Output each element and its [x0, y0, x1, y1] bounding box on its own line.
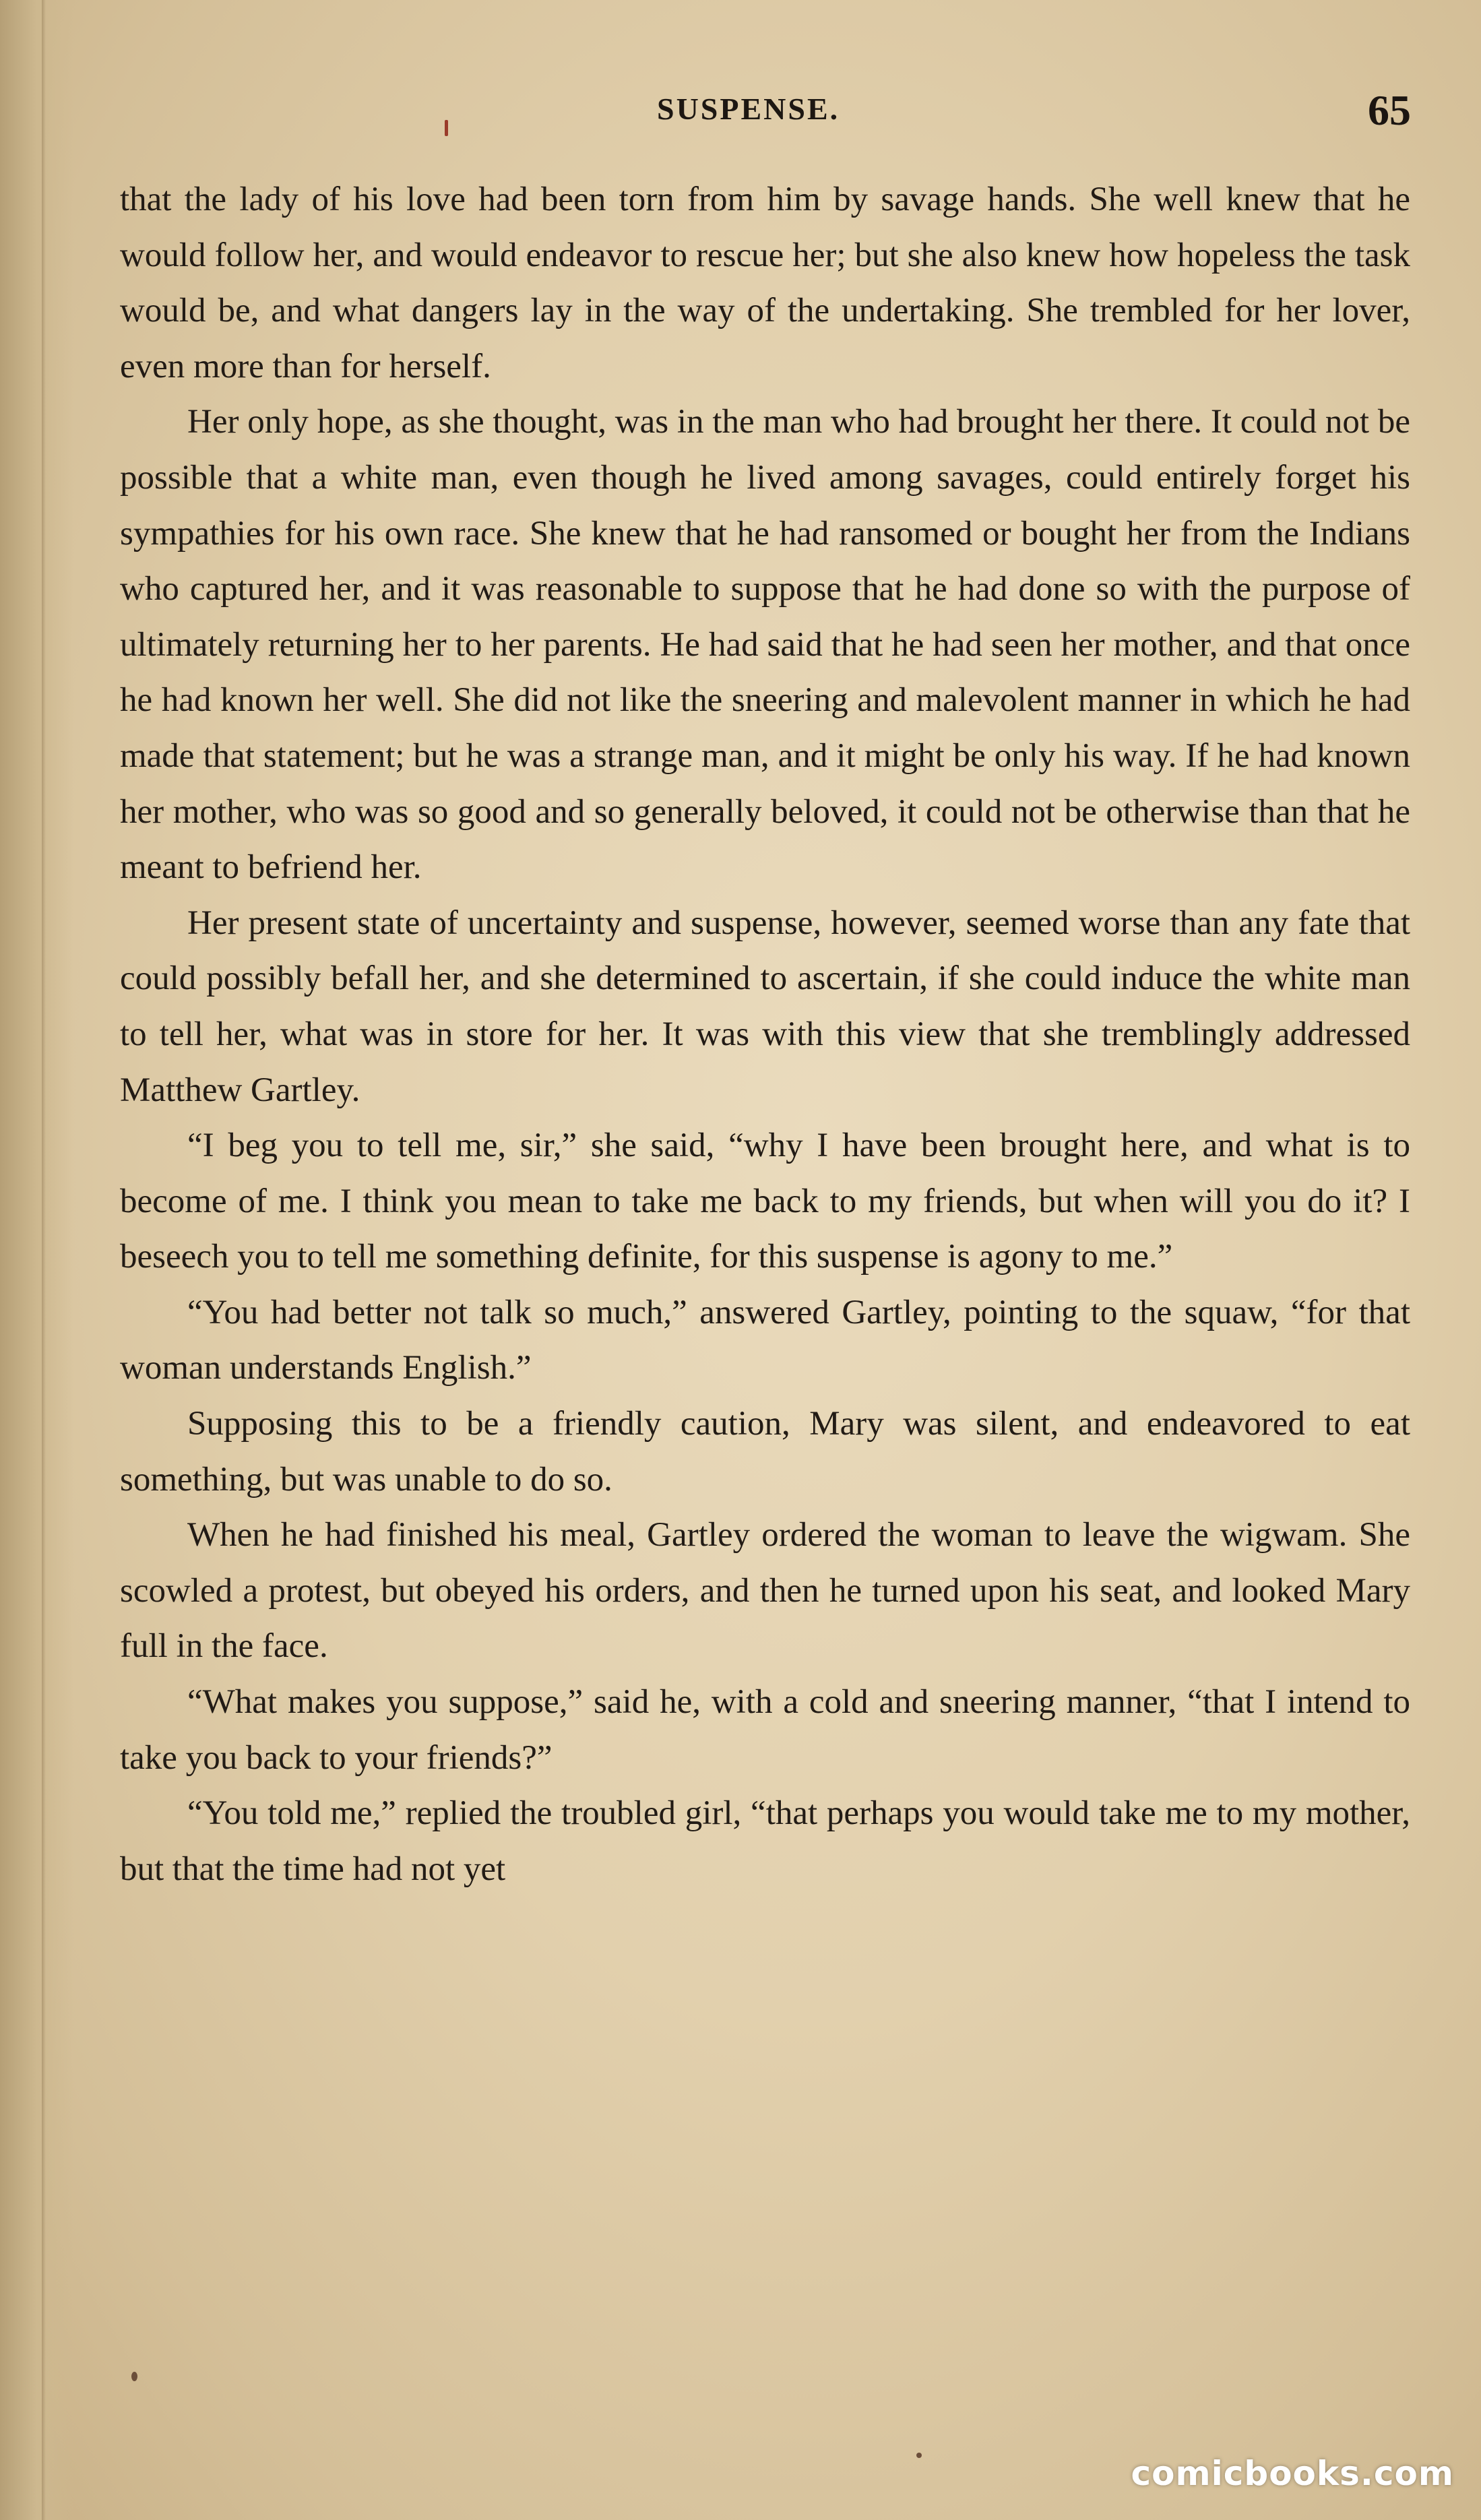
gutter-shadow: [0, 0, 74, 2520]
body-text: [120, 172, 1410, 1897]
ink-speck: [916, 2453, 922, 2458]
paragraph: “What makes you suppose,” said he, with a cold and sneering manner, “that I intend to take you back to your friends?”: [120, 1683, 1410, 1777]
ink-speck: [445, 120, 448, 136]
paragraph: that the lady of his love had been torn from him by savage hands. She well knew that he would follow her, and would endeavor to rescue her; but she also knew how hopeless the task would be, and what dangers lay in the way of the undertaking. She trembled for her lover, even more than for herself.: [120, 181, 1410, 385]
page-number: 65: [1368, 86, 1411, 134]
page-header: [0, 84, 1481, 145]
paragraph: When he had finished his meal, Gartley ordered the woman to leave the wigwam. She scowled a protest, but obeyed his orders, and then he turned upon his seat, and looked Mary full in the face.: [120, 1516, 1410, 1666]
paragraph: “You told me,” replied the troubled girl, “that perhaps you would take me to my mother, but that the time had not yet: [120, 1794, 1410, 1888]
ink-speck: [131, 2372, 137, 2381]
watermark: comicbooks.com: [1131, 2454, 1454, 2493]
gutter-fold: [42, 0, 46, 2520]
paragraph: Her only hope, as she thought, was in the man who had brought her there. It could not be possible that a white man, even though he lived among savages, could entirely forget his sympathies for his own race. She knew that he had ransomed or bought her from the Indians who captured her, and it was reasonable to suppose that he had done so with the purpose of ultimately returning her to her parents. He had said that he had seen her mother, and that once he had known her well. She did not like the sneering and malevolent manner in which he had made that statement; but he was a strange man, and it might be only his way. If he had known her mother, who was so good and so generally beloved, it could not be otherwise than that he meant to befriend her.: [120, 403, 1410, 887]
paragraph: “I beg you to tell me, sir,” she said, “why I have been brought here, and what is to become of me. I think you mean to take me back to my friends, but when will you do it? I beseech you to tell me something definite, for this suspense is agony to me.”: [120, 1127, 1410, 1276]
paragraph: Supposing this to be a friendly caution, Mary was silent, and endeavored to eat something, but was unable to do so.: [120, 1405, 1410, 1499]
paragraph: Her present state of uncertainty and suspense, however, seemed worse than any fate that could possibly befall her, and she determined to ascertain, if she could induce the white man to tell her, what was in store for her. It was with this view that she tremblingly addressed Matthew Gartley.: [120, 904, 1410, 1109]
running-title: SUSPENSE.: [657, 92, 840, 126]
paragraph: “You had better not talk so much,” answered Gartley, pointing to the squaw, “for that woman understands English.”: [120, 1293, 1410, 1387]
